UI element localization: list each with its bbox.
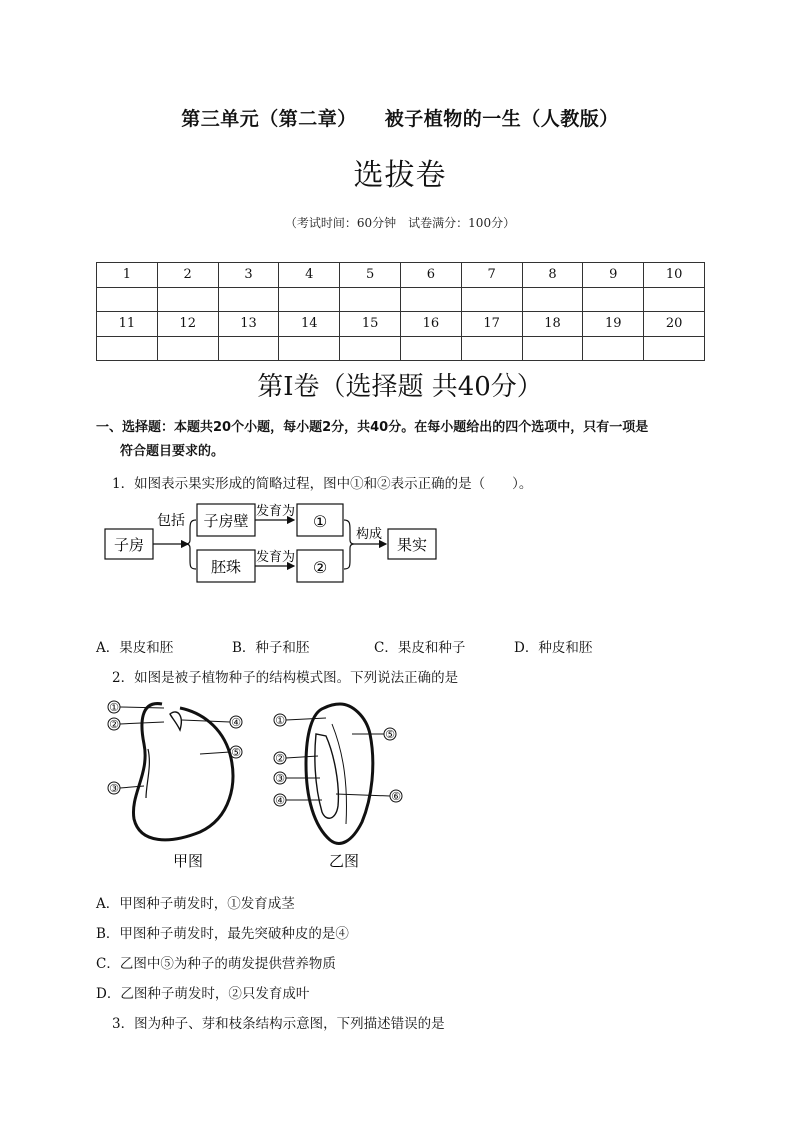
answer-number-cell: 17	[461, 312, 522, 337]
question-1-text: 1．如图表示果实形成的简略过程，图中①和②表示正确的是（ ）。	[112, 476, 533, 492]
answer-blank-cell[interactable]	[400, 336, 461, 361]
answer-number-cell: 3	[218, 263, 279, 288]
document-subtitle: 选拔卷	[353, 158, 447, 193]
jia-number-3: ③	[109, 782, 119, 795]
answer-number-cell: 8	[522, 263, 583, 288]
answer-number-cell: 15	[340, 312, 401, 337]
document-title	[0, 104, 800, 131]
result-marker-1: ①	[312, 512, 328, 531]
yi-number-3: ③	[275, 772, 285, 785]
answer-blank-cell[interactable]	[644, 336, 705, 361]
answer-blank-cell[interactable]	[583, 287, 644, 312]
bean-labels	[108, 701, 242, 795]
section-line-2: 符合题目要求的。	[120, 444, 225, 459]
answer-number-cell: 5	[340, 263, 401, 288]
yi-number-1: ①	[275, 714, 285, 727]
section-instructions	[96, 416, 716, 464]
q1-option-d[interactable]: D．种皮和胚	[514, 640, 593, 656]
yi-number-5: ⑤	[385, 728, 395, 741]
answer-number-cell: 19	[583, 312, 644, 337]
answer-number-cell: 7	[461, 263, 522, 288]
yi-caption: 乙图	[328, 852, 360, 870]
jia-number-5: ⑤	[231, 746, 241, 759]
answer-blank-cell[interactable]	[644, 287, 705, 312]
answer-blank-cell[interactable]	[340, 287, 401, 312]
answer-table-row-numbers-2	[97, 312, 705, 337]
bean-seed	[133, 704, 232, 840]
answer-blank-cell[interactable]	[340, 336, 401, 361]
form-label: 构成	[356, 527, 383, 542]
ovule-label: 胚珠	[210, 558, 242, 576]
include-label: 包括	[157, 513, 185, 529]
jia-number-2: ②	[109, 718, 119, 731]
title-topic: 被子植物的一生（人教版）	[384, 108, 619, 130]
ovary-wall-label: 子房壁	[203, 512, 249, 530]
answer-table	[96, 262, 705, 361]
answer-number-cell: 2	[157, 263, 218, 288]
seed-structure-diagram	[100, 694, 410, 872]
answer-number-cell: 12	[157, 312, 218, 337]
answer-blank-cell[interactable]	[218, 336, 279, 361]
answer-number-cell: 9	[583, 263, 644, 288]
answer-blank-cell[interactable]	[218, 287, 279, 312]
answer-number-cell: 1	[97, 263, 158, 288]
corn-seed	[306, 704, 373, 843]
answer-number-cell: 10	[644, 263, 705, 288]
answer-number-cell: 13	[218, 312, 279, 337]
answer-blank-cell[interactable]	[97, 336, 158, 361]
answer-table-row-blank-2	[97, 336, 705, 361]
answer-blank-cell[interactable]	[461, 336, 522, 361]
q1-option-c[interactable]: C．果皮和种子	[374, 640, 466, 656]
yi-number-4: ④	[275, 794, 285, 807]
answer-blank-cell[interactable]	[522, 287, 583, 312]
result-marker-2: ②	[312, 558, 328, 577]
answer-blank-cell[interactable]	[97, 287, 158, 312]
develop-label-2: 发育为	[256, 550, 296, 565]
answer-table-row-blank-1	[97, 287, 705, 312]
yi-number-6: ⑥	[391, 790, 401, 803]
answer-blank-cell[interactable]	[583, 336, 644, 361]
answer-number-cell: 4	[279, 263, 340, 288]
fruit-formation-diagram	[100, 498, 445, 584]
answer-table-row-numbers-1	[97, 263, 705, 288]
q2-option-b[interactable]: B．甲图种子萌发时，最先突破种皮的是④	[96, 926, 349, 942]
answer-number-cell: 20	[644, 312, 705, 337]
q2-option-c[interactable]: C．乙图中⑤为种子的萌发提供营养物质	[96, 956, 336, 972]
ovary-label: 子房	[113, 536, 145, 554]
yi-number-2: ②	[275, 752, 285, 765]
question-3-text: 3．图为种子、芽和枝条结构示意图，下列描述错误的是	[112, 1016, 445, 1032]
answer-number-cell: 16	[400, 312, 461, 337]
section-line-1: 一、选择题：本题共20个小题，每小题2分，共40分。在每小题给出的四个选项中，只有一项是	[96, 420, 649, 435]
left-brace	[186, 520, 196, 569]
corn-divider	[332, 724, 346, 824]
answer-blank-cell[interactable]	[279, 287, 340, 312]
jia-caption: 甲图	[172, 852, 204, 870]
answer-blank-cell[interactable]	[157, 287, 218, 312]
develop-label-1: 发育为	[256, 504, 296, 519]
q2-option-d[interactable]: D．乙图种子萌发时，②只发育成叶	[96, 986, 310, 1002]
answer-blank-cell[interactable]	[461, 287, 522, 312]
q2-option-a[interactable]: A．甲图种子萌发时，①发育成茎	[96, 896, 295, 912]
exam-meta: （考试时间：60分钟 试卷满分：100分）	[284, 216, 516, 230]
answer-blank-cell[interactable]	[522, 336, 583, 361]
answer-number-cell: 6	[400, 263, 461, 288]
corn-embryo	[315, 734, 338, 818]
answer-number-cell: 14	[279, 312, 340, 337]
answer-blank-cell[interactable]	[400, 287, 461, 312]
fruit-label: 果实	[396, 536, 428, 554]
jia-number-4: ④	[231, 716, 241, 729]
title-unit: 第三单元（第二章）	[181, 108, 357, 130]
q1-option-a[interactable]: A．果皮和胚	[96, 640, 174, 656]
right-brace	[344, 520, 354, 569]
question-2-text: 2．如图是被子植物种子的结构模式图。下列说法正确的是	[112, 670, 459, 686]
q1-option-b[interactable]: B．种子和胚	[232, 640, 310, 656]
answer-blank-cell[interactable]	[157, 336, 218, 361]
answer-number-cell: 11	[97, 312, 158, 337]
answer-number-cell: 18	[522, 312, 583, 337]
part-title: 第Ⅰ卷（选择题 共40分）	[257, 372, 543, 402]
jia-number-1: ①	[109, 701, 119, 714]
bean-plumule	[170, 712, 181, 730]
answer-blank-cell[interactable]	[279, 336, 340, 361]
